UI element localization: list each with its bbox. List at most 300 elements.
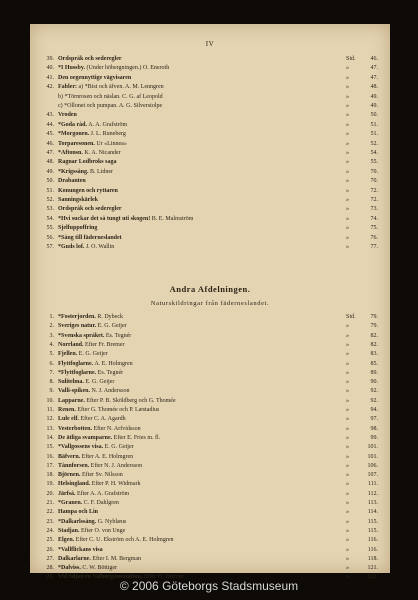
toc-entry xyxy=(30,149,390,157)
entry-sid: » xyxy=(346,453,349,460)
toc-entry xyxy=(30,140,390,148)
entry-number: 54. xyxy=(46,215,54,222)
entry-title: Vesterbotten. xyxy=(58,425,92,432)
entry-number: 10. xyxy=(46,397,54,404)
entry-title: Fabler: xyxy=(58,84,77,91)
entry-sid: » xyxy=(346,244,349,250)
entry-title: *Sång till fäderneslandet xyxy=(58,234,122,241)
entry-sid: » xyxy=(346,215,349,222)
entry-text xyxy=(58,564,342,572)
entry-number: 46. xyxy=(46,140,54,147)
toc-entry xyxy=(30,64,390,72)
entry-sid: » xyxy=(346,65,349,72)
entry-title: Lapparne. xyxy=(58,397,85,404)
toc-entry xyxy=(30,130,390,138)
entry-text xyxy=(58,434,342,442)
entry-text xyxy=(58,508,342,516)
entry-text xyxy=(58,187,342,195)
entry-title: Renen. xyxy=(58,407,76,413)
toc-entry xyxy=(30,187,390,195)
entry-author: A. A. Grafström xyxy=(88,121,128,128)
entry-text xyxy=(58,490,342,498)
toc-entry xyxy=(30,434,390,442)
entry-page: 112. xyxy=(367,490,378,497)
entry-page: 74. xyxy=(370,215,378,222)
entry-title: Sjelfuppoffring xyxy=(58,225,98,232)
entry-page: 101. xyxy=(367,453,378,460)
entry-page: 70. xyxy=(370,168,378,175)
entry-page: 118. xyxy=(367,555,378,562)
entry-sid: » xyxy=(346,574,349,581)
entry-text xyxy=(58,425,342,433)
toc-entry xyxy=(30,243,390,251)
entry-sid: » xyxy=(346,84,349,91)
toc-entry xyxy=(30,415,390,423)
entry-page: 72. xyxy=(370,187,378,194)
entry-sid: » xyxy=(346,360,349,367)
entry-sid: » xyxy=(346,131,349,138)
entry-text xyxy=(58,322,342,330)
toc-entry xyxy=(30,360,390,368)
entry-number: 43. xyxy=(46,112,54,119)
entry-number: 7. xyxy=(49,369,54,376)
entry-title: Elgen. xyxy=(58,537,75,544)
entry-page: 82. xyxy=(370,341,378,348)
entry-sid: » xyxy=(346,500,349,506)
entry-title: Dalkarlarne. xyxy=(58,555,91,562)
entry-number: 15. xyxy=(46,444,54,451)
toc-entry xyxy=(30,397,390,405)
entry-text xyxy=(58,415,342,423)
entry-text xyxy=(58,140,342,148)
entry-page: 79. xyxy=(370,323,378,330)
entry-title: Bäfvern. xyxy=(58,453,81,460)
entry-sid: » xyxy=(346,472,349,479)
entry-sid: » xyxy=(346,178,349,185)
entry-sid: » xyxy=(346,444,349,451)
entry-text xyxy=(58,205,342,213)
entry-text xyxy=(58,378,342,386)
toc-entry xyxy=(30,111,390,119)
entry-title: Flyttfoglarne. xyxy=(58,360,94,367)
entry-number: 49. xyxy=(46,168,54,175)
entry-number: 23. xyxy=(46,518,54,525)
toc-entry xyxy=(30,224,390,232)
entry-sid: » xyxy=(346,481,349,488)
entry-title: Valli-spiken. xyxy=(58,388,90,395)
entry-page: 89. xyxy=(370,369,378,376)
entry-author: Es. Tegnér xyxy=(105,332,132,339)
entry-author: K. A. Nicander xyxy=(84,150,121,156)
entry-author: B. Lidner xyxy=(90,168,114,175)
entry-text xyxy=(58,243,342,251)
entry-page: 55. xyxy=(370,159,378,166)
entry-number: 18. xyxy=(46,472,54,479)
entry-author: C. F. Dahlgren xyxy=(83,500,119,506)
entry-number: 45. xyxy=(46,131,54,138)
toc-entry xyxy=(30,480,390,488)
entry-page: 90. xyxy=(370,379,378,386)
entry-number: 11. xyxy=(46,407,54,413)
entry-sid: » xyxy=(346,341,349,348)
copyright-footer: © 2006 Göteborgs Stadsmuseum xyxy=(119,579,299,593)
entry-sid: » xyxy=(346,462,349,469)
toc-entry xyxy=(30,546,390,554)
toc-entry xyxy=(30,121,390,129)
entry-text xyxy=(58,313,342,321)
entry-title: Fjellen. xyxy=(58,351,78,358)
entry-page: 98. xyxy=(370,425,378,432)
entry-author: Efter G. Thomée och P. Læstadius xyxy=(77,407,160,413)
entry-sid: » xyxy=(346,397,349,404)
entry-text xyxy=(58,130,342,138)
entry-title: Helsingland. xyxy=(58,481,91,488)
entry-page: 47. xyxy=(370,74,378,81)
entry-title: Lule elf. xyxy=(58,416,79,423)
entry-page: 115. xyxy=(367,518,378,525)
entry-title: *Vallflickans visa xyxy=(58,546,103,553)
entry-text xyxy=(58,168,342,176)
entry-sid: » xyxy=(346,518,349,525)
entry-number: 16. xyxy=(46,453,54,460)
entry-author: R. Dybeck xyxy=(97,314,123,320)
entry-text xyxy=(58,234,342,242)
entry-title: *Granen. xyxy=(58,500,83,506)
entry-number: 20. xyxy=(46,490,54,497)
entry-page: 49. xyxy=(370,103,378,109)
entry-title: *Vallgossens visa. xyxy=(58,444,104,451)
entry-page: 54. xyxy=(370,150,378,156)
entry-sid: » xyxy=(346,140,349,147)
toc-entry xyxy=(30,471,390,479)
entry-number: 12. xyxy=(46,416,54,423)
entry-page: 113. xyxy=(367,500,378,506)
entry-title: *Svenska språket. xyxy=(58,332,105,339)
entry-title: *Goda råd. xyxy=(58,121,88,128)
entry-text xyxy=(58,536,342,544)
entry-page: 97. xyxy=(370,416,378,423)
entry-sid: » xyxy=(346,323,349,330)
entry-title: *Krigssång. xyxy=(58,168,89,175)
entry-author: a) *Bist och äfven. A. M. Lenngren xyxy=(78,84,164,91)
entry-author: Efter Fr. Bremer xyxy=(85,341,125,348)
entry-page: 46. xyxy=(370,56,378,62)
entry-number: 52. xyxy=(46,197,54,203)
entry-sid: » xyxy=(346,351,349,358)
entry-text xyxy=(58,369,342,377)
entry-author: Efter N. J. Andersson xyxy=(90,462,143,469)
entry-title: *Fosterjorden. xyxy=(58,314,96,320)
entry-page: 82. xyxy=(370,332,378,339)
toc-entry xyxy=(30,55,390,63)
entry-page: 92. xyxy=(370,397,378,404)
entry-author: b) *Törnrosen och näslan. C. G. af Leopold xyxy=(58,93,163,100)
entry-page: 77. xyxy=(370,244,378,250)
entry-title: Norrland. xyxy=(58,341,84,348)
entry-number: 48. xyxy=(46,159,54,166)
entry-page: 70. xyxy=(370,178,378,185)
entry-number: 39. xyxy=(46,56,54,62)
entry-number: 55. xyxy=(46,225,54,232)
entry-text xyxy=(58,102,342,110)
entry-number: 42. xyxy=(46,84,54,91)
toc-entry xyxy=(30,508,390,516)
entry-text xyxy=(58,360,342,368)
entry-author: Efter C. U. Ekström och A. E. Holmgren xyxy=(75,537,174,544)
entry-title: *Dalkarlssång. xyxy=(58,518,97,525)
entry-page: 111. xyxy=(367,481,378,488)
entry-number: 19. xyxy=(46,481,54,488)
entry-page: 47. xyxy=(370,65,378,72)
toc-entry xyxy=(30,462,390,470)
entry-title: Ordspråk och sederegler xyxy=(58,56,122,62)
entry-sid: » xyxy=(346,509,349,516)
toc-entry xyxy=(30,453,390,461)
entry-number: 13. xyxy=(46,425,54,432)
entry-author: Efter Fr. Bremer xyxy=(143,574,184,581)
entry-sid: » xyxy=(346,187,349,194)
entry-title: Sveriges natur. xyxy=(58,323,97,330)
toc-entry xyxy=(30,215,390,223)
entry-page: 72. xyxy=(370,197,378,203)
entry-page: 50. xyxy=(370,112,378,119)
entry-sid: » xyxy=(346,425,349,432)
entry-page: 114. xyxy=(367,509,378,516)
entry-title: Den oegennyttige vägvisaren xyxy=(58,74,132,81)
entry-text xyxy=(58,121,342,129)
toc-entry xyxy=(30,564,390,572)
entry-title: Järfså. xyxy=(58,490,76,497)
entry-author: Efter P. H. Widmark xyxy=(91,481,141,488)
entry-title: Ragnar Lodbroks saga xyxy=(58,159,117,166)
entry-title: Stadjan. xyxy=(58,527,80,534)
entry-text xyxy=(58,74,342,82)
entry-author: Efter N. Arfvidsson xyxy=(93,425,141,432)
entry-number: 21. xyxy=(46,500,54,506)
toc-entry xyxy=(30,369,390,377)
entry-author: B. E. Malmström xyxy=(151,215,194,222)
entry-author: Efter C. A. Agardh xyxy=(80,416,126,423)
entry-text xyxy=(58,518,342,526)
entry-sid: » xyxy=(346,225,349,232)
entry-page: 75. xyxy=(370,225,378,232)
entry-page: 83. xyxy=(370,351,378,358)
entry-number: 28. xyxy=(46,565,54,572)
entry-title: *Hvi suckar det så tungt uti skogen! xyxy=(58,215,151,222)
toc-entry xyxy=(30,350,390,358)
entry-number: 53. xyxy=(46,206,54,213)
entry-sid: » xyxy=(346,168,349,175)
toc-entry xyxy=(30,499,390,507)
entry-number: 2. xyxy=(49,323,54,330)
entry-sid: Sid. xyxy=(346,56,356,62)
entry-page: 85. xyxy=(370,360,378,367)
entry-text xyxy=(58,196,342,204)
entry-number: 22. xyxy=(46,509,54,516)
entry-text xyxy=(58,462,342,470)
entry-text xyxy=(58,555,342,563)
entry-number: 40. xyxy=(46,65,54,72)
toc-entry xyxy=(30,74,390,82)
entry-page: 101. xyxy=(367,444,378,451)
entry-text xyxy=(58,480,342,488)
entry-number: 50. xyxy=(46,178,54,185)
entry-page: 94. xyxy=(370,407,378,413)
entry-number: 51. xyxy=(46,187,54,194)
entry-author: Efter I. M. Bergman xyxy=(92,555,142,562)
entry-page: 48. xyxy=(370,84,378,91)
entry-sid: » xyxy=(346,159,349,166)
entry-sid: » xyxy=(346,369,349,376)
entry-title: Sulitelma. xyxy=(58,379,84,386)
toc-entry xyxy=(30,83,390,91)
entry-text xyxy=(58,83,342,91)
entry-number: 5. xyxy=(49,351,54,358)
entry-page: 79. xyxy=(370,314,378,320)
entry-text xyxy=(58,499,342,507)
toc-entry xyxy=(30,527,390,535)
entry-author: (Under höbergningen.) O. Eneroth xyxy=(86,65,170,72)
entry-number: 1. xyxy=(49,314,54,320)
entry-sid: » xyxy=(346,388,349,395)
entry-page: 115. xyxy=(367,527,378,534)
entry-text xyxy=(58,443,342,451)
entry-title: Sanningskärlek xyxy=(58,197,99,203)
entry-number: 9. xyxy=(49,388,54,395)
entry-sid: » xyxy=(346,234,349,241)
toc-entry xyxy=(30,102,390,110)
entry-author: Efter E. Fries m. fl. xyxy=(113,434,161,441)
entry-text xyxy=(58,93,342,101)
entry-text xyxy=(58,224,342,232)
entry-author: E. G. Geijer xyxy=(85,379,115,386)
entry-title: Ordspråk och sederegler xyxy=(58,206,122,213)
entry-sid: » xyxy=(346,490,349,497)
entry-author: Efter O. von Unge xyxy=(81,527,126,534)
entry-page: 107. xyxy=(367,472,378,479)
entry-number: 47. xyxy=(46,150,54,156)
entry-title: *I Hussby. xyxy=(58,65,86,72)
entry-sid: » xyxy=(346,537,349,544)
toc-entry xyxy=(30,518,390,526)
entry-sid: » xyxy=(346,555,349,562)
toc-entry xyxy=(30,205,390,213)
entry-author: G. Nyblæus xyxy=(97,518,127,525)
entry-author: E. G. Geijer xyxy=(104,444,134,451)
entry-sid: » xyxy=(346,416,349,423)
entry-title: Konungen och ryttaren xyxy=(58,187,118,194)
toc-entry xyxy=(30,406,390,414)
entry-author: c) *Ollonet och pumpan. A. G. Silverstolpe xyxy=(58,103,163,109)
toc-entry xyxy=(30,313,390,321)
entry-author: Efter P. B. Sköldberg och G. Thomée xyxy=(86,397,176,404)
toc-entry xyxy=(30,322,390,330)
entry-sid: » xyxy=(346,103,349,109)
entry-number: 57. xyxy=(46,244,54,250)
entry-sid: » xyxy=(346,112,349,119)
entry-author: Es. Tegnér xyxy=(97,369,124,376)
entry-title: Tånnforsen. xyxy=(58,462,90,469)
entry-page: 51. xyxy=(370,131,378,138)
entry-sid: » xyxy=(346,527,349,534)
toc-entry xyxy=(30,490,390,498)
entry-author: Efter A. A. Grafström xyxy=(77,490,130,497)
entry-number: 29. xyxy=(46,574,54,581)
entry-title: Vroden xyxy=(58,112,77,119)
entry-page: 51. xyxy=(370,121,378,128)
entry-page: 122. xyxy=(367,574,378,581)
entry-page: 73. xyxy=(370,206,378,213)
entry-title: *Dalviss. xyxy=(58,565,81,572)
entry-title: De ätliga svamparne. xyxy=(58,434,113,441)
entry-author: J. O. Wallin xyxy=(85,244,115,250)
toc-entry xyxy=(30,332,390,340)
entry-sid: » xyxy=(346,74,349,81)
entry-author: N. J. Andersson xyxy=(91,388,130,395)
entry-text xyxy=(58,341,342,349)
entry-text xyxy=(58,215,342,223)
entry-number: 56. xyxy=(46,234,54,241)
entry-author: A. E. Holmgren xyxy=(94,360,133,367)
entry-page: 52. xyxy=(370,140,378,147)
entry-author: E. G. Geijer xyxy=(97,323,127,330)
entry-page: 49. xyxy=(370,93,378,100)
section-subheading: Naturskildringar från fäderneslandet. xyxy=(150,300,270,307)
entry-text xyxy=(58,453,342,461)
entry-text xyxy=(58,397,342,405)
entry-number: 3. xyxy=(49,332,54,339)
entry-sid: » xyxy=(346,150,349,156)
entry-title: Torparesonen. xyxy=(58,140,95,147)
entry-text xyxy=(58,546,342,554)
entry-number: 44. xyxy=(46,121,54,128)
toc-entry xyxy=(30,387,390,395)
entry-author: Efter A. E. Holmgren xyxy=(81,453,134,460)
entry-number: 4. xyxy=(49,341,54,348)
entry-text xyxy=(58,406,342,414)
page-number: IV xyxy=(205,40,215,48)
entry-sid: » xyxy=(346,121,349,128)
entry-text xyxy=(58,350,342,358)
entry-text xyxy=(58,177,342,185)
entry-number: 27. xyxy=(46,555,54,562)
entry-number: 26. xyxy=(46,546,54,553)
entry-author: Ur «Linnea» xyxy=(96,140,127,147)
entry-title: Björnen. xyxy=(58,472,81,479)
toc-entry xyxy=(30,158,390,166)
entry-page: 106. xyxy=(367,462,378,469)
toc-entry xyxy=(30,177,390,185)
entry-text xyxy=(58,149,342,157)
toc-entry xyxy=(30,341,390,349)
entry-title: Vid Siljan en Valborgsmessafton. xyxy=(58,574,143,581)
entry-text xyxy=(58,111,342,119)
entry-text xyxy=(58,527,342,535)
entry-title: Hampa och Lin xyxy=(58,509,99,516)
entry-title: *Aftonsn. xyxy=(58,150,83,156)
toc-entry xyxy=(30,168,390,176)
entry-text xyxy=(58,158,342,166)
entry-text xyxy=(58,55,342,63)
entry-page: 116. xyxy=(367,537,378,544)
entry-number: 14. xyxy=(46,434,54,441)
entry-sid: » xyxy=(346,407,349,413)
entry-title: *Guds lof. xyxy=(58,244,85,250)
entry-sid: » xyxy=(346,332,349,339)
entry-author: Efter Sv. Nilsson xyxy=(82,472,123,479)
entry-text xyxy=(58,64,342,72)
entry-author: E. G. Geijer xyxy=(78,351,108,358)
